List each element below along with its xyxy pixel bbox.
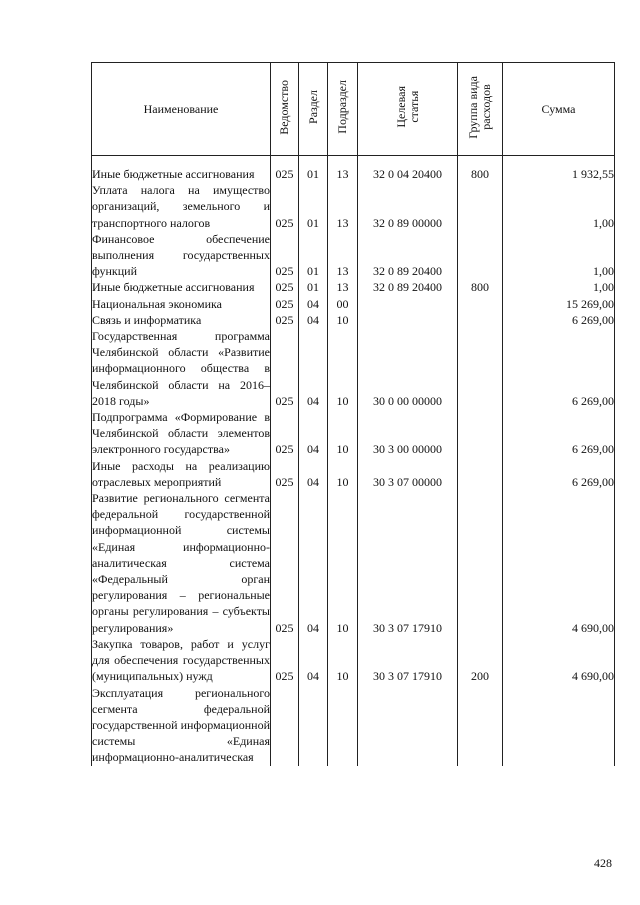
- cell-name: Финансовое обеспечение выполнения государственных функций: [92, 231, 270, 279]
- cell-name: Иные расходы на реализацию отраслевых мероприятий: [92, 458, 270, 489]
- table-row: [92, 279, 615, 295]
- cell-expense-group: [458, 312, 503, 328]
- cell-target-article: 30 0 00 00000: [358, 328, 458, 409]
- cell-name: Уплата налога на имущество организаций, земельного и транспортного налогов: [92, 183, 270, 230]
- cell-sum: 6 269,00: [503, 409, 615, 458]
- cell-department: [271, 685, 299, 766]
- cell-sum: 4 690,00: [503, 490, 615, 636]
- cell-sum: 6 269,00: [503, 458, 615, 490]
- header-expense-group: Группа вида расходов: [458, 63, 503, 156]
- table-row: [92, 296, 615, 312]
- cell-expense-group: [458, 182, 503, 231]
- table-row: [92, 182, 615, 231]
- spacer-cell: [92, 156, 271, 167]
- cell-expense-group: [458, 458, 503, 490]
- cell-name: Развитие регионального сегмента федеральной государственной информационной системы «Единая информационно-аналитическая система «Федеральный орган регулирования – региональные органы регулирования – субъекты регулирования»: [92, 491, 270, 635]
- spacer-cell: [328, 156, 358, 167]
- header-name: Наименование: [92, 63, 271, 156]
- cell-section: [299, 685, 328, 766]
- cell-sum: 1,00: [503, 231, 615, 280]
- cell-subsection: 10: [328, 312, 358, 328]
- table-row: [92, 490, 615, 636]
- header-subsection: Подраздел: [328, 63, 358, 156]
- spacer-cell: [503, 156, 615, 167]
- cell-section: 04: [299, 636, 328, 685]
- cell-subsection: 10: [328, 458, 358, 490]
- cell-section: 04: [299, 328, 328, 409]
- cell-section: 04: [299, 312, 328, 328]
- table-row: [92, 409, 615, 458]
- cell-name: Эксплуатация регионального сегмента федеральной государственной информационной системы «Единая информационно-аналитическая: [92, 685, 270, 765]
- cell-department: 025: [271, 636, 299, 685]
- cell-department: 025: [271, 312, 299, 328]
- cell-department: 025: [271, 279, 299, 295]
- table-row: [92, 636, 615, 685]
- spacer-cell: [271, 156, 299, 167]
- cell-department: 025: [271, 458, 299, 490]
- cell-subsection: 13: [328, 182, 358, 231]
- table-row: [92, 685, 615, 766]
- cell-target-article: 32 0 89 20400: [358, 231, 458, 280]
- table-row: [92, 231, 615, 280]
- cell-expense-group: [458, 685, 503, 766]
- cell-subsection: 00: [328, 296, 358, 312]
- cell-subsection: 10: [328, 636, 358, 685]
- table-row: [92, 312, 615, 328]
- cell-name: Связь и информатика: [92, 312, 271, 328]
- cell-subsection: 10: [328, 328, 358, 409]
- cell-target-article: 30 3 07 17910: [358, 490, 458, 636]
- cell-department: 025: [271, 490, 299, 636]
- table-row: [92, 328, 615, 409]
- cell-name: Иные бюджетные ассигнования: [92, 166, 271, 182]
- spacer-row: [92, 156, 615, 167]
- cell-name: Закупка товаров, работ и услуг для обеспечения государственных (муниципальных) нужд: [92, 636, 270, 684]
- table-row: [92, 458, 615, 490]
- cell-target-article: [358, 312, 458, 328]
- cell-subsection: 10: [328, 490, 358, 636]
- cell-department: 025: [271, 296, 299, 312]
- cell-subsection: 13: [328, 279, 358, 295]
- cell-target-article: 30 3 07 17910: [358, 636, 458, 685]
- header-department: Ведомство: [271, 63, 299, 156]
- cell-department: 025: [271, 409, 299, 458]
- cell-subsection: [328, 685, 358, 766]
- cell-sum: [503, 685, 615, 766]
- page-number: 428: [594, 856, 612, 870]
- cell-section: 04: [299, 409, 328, 458]
- cell-expense-group: 800: [458, 279, 503, 295]
- cell-target-article: [358, 685, 458, 766]
- cell-section: 04: [299, 296, 328, 312]
- cell-expense-group: 800: [458, 166, 503, 182]
- cell-target-article: 32 0 04 20400: [358, 166, 458, 182]
- cell-subsection: 10: [328, 409, 358, 458]
- table-row: [92, 166, 615, 182]
- cell-expense-group: [458, 328, 503, 409]
- cell-expense-group: [458, 490, 503, 636]
- spacer-cell: [299, 156, 328, 167]
- cell-target-article: 30 3 07 00000: [358, 458, 458, 490]
- header-target-article: Целевая статья: [358, 63, 458, 156]
- cell-section: 01: [299, 166, 328, 182]
- cell-name: Иные бюджетные ассигнования: [92, 279, 271, 295]
- table-header-row: [92, 63, 615, 156]
- header-sum: Сумма: [503, 63, 615, 156]
- cell-sum: 6 269,00: [503, 328, 615, 409]
- cell-section: 01: [299, 279, 328, 295]
- cell-department: 025: [271, 166, 299, 182]
- cell-department: 025: [271, 231, 299, 280]
- cell-section: 04: [299, 458, 328, 490]
- cell-subsection: 13: [328, 231, 358, 280]
- cell-target-article: 32 0 89 20400: [358, 279, 458, 295]
- cell-sum: 6 269,00: [503, 312, 615, 328]
- cell-sum: 15 269,00: [503, 296, 615, 312]
- header-section: Раздел: [299, 63, 328, 156]
- cell-sum: 1 932,55: [503, 166, 615, 182]
- cell-target-article: 32 0 89 00000: [358, 182, 458, 231]
- cell-department: 025: [271, 182, 299, 231]
- cell-section: 01: [299, 182, 328, 231]
- cell-section: 04: [299, 490, 328, 636]
- spacer-cell: [358, 156, 458, 167]
- cell-subsection: 13: [328, 166, 358, 182]
- cell-sum: 4 690,00: [503, 636, 615, 685]
- cell-target-article: [358, 296, 458, 312]
- cell-name: Национальная экономика: [92, 296, 271, 312]
- cell-expense-group: [458, 296, 503, 312]
- cell-expense-group: [458, 231, 503, 280]
- cell-sum: 1,00: [503, 182, 615, 231]
- cell-expense-group: 200: [458, 636, 503, 685]
- cell-section: 01: [299, 231, 328, 280]
- budget-table: [91, 62, 615, 766]
- spacer-cell: [458, 156, 503, 167]
- cell-target-article: 30 3 00 00000: [358, 409, 458, 458]
- cell-expense-group: [458, 409, 503, 458]
- cell-name: Государственная программа Челябинской области «Развитие информационного общества в Челябинской области на 2016–2018 годы»: [92, 329, 270, 408]
- cell-name: Подпрограмма «Формирование в Челябинской области элементов электронного государства»: [92, 410, 270, 457]
- cell-sum: 1,00: [503, 279, 615, 295]
- cell-department: 025: [271, 328, 299, 409]
